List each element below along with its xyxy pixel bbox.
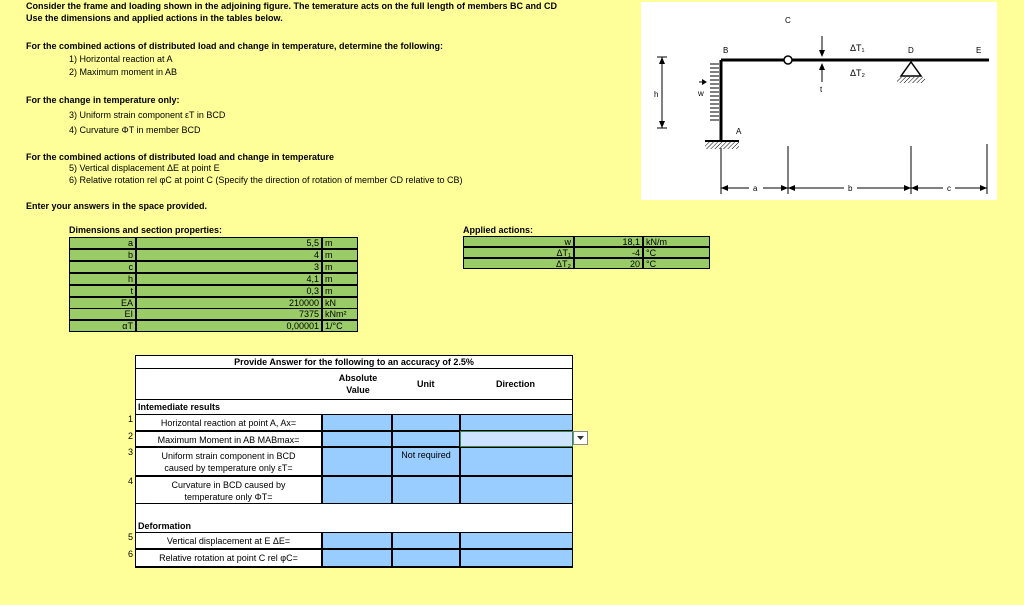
label-line: Uniform strain component in BCD (161, 451, 296, 461)
absolute-value-input[interactable] (322, 431, 392, 447)
absolute-value-input[interactable] (322, 476, 392, 504)
svg-text:C: C (785, 16, 791, 25)
dimension-value[interactable]: 210000 (136, 297, 322, 309)
action-unit: °C (643, 258, 710, 269)
dimension-value[interactable]: 0,00001 (136, 320, 322, 332)
action-value[interactable]: -4 (574, 247, 643, 258)
accuracy-note: Provide Answer for the following to an accuracy of 2.5% (234, 357, 474, 367)
temp-title: For the change in temperature only: (26, 95, 180, 105)
label-line: Vertical displacement at E ΔE= (166, 536, 291, 546)
dimension-label: h (69, 273, 136, 285)
dimension-unit: kNm² (322, 308, 358, 320)
svg-text:b: b (848, 184, 853, 193)
row-number: 6 (128, 549, 134, 559)
answer-row-label (135, 476, 322, 504)
row-number: 4 (128, 476, 134, 486)
dimension-label: EI (69, 308, 136, 320)
intro-line2: Use the dimensions and applied actions in the tables below. (26, 13, 283, 23)
question-1: 1) Horizontal reaction at A (69, 54, 173, 64)
svg-text:t: t (820, 85, 823, 94)
action-value[interactable]: 18,1 (574, 236, 643, 247)
dimension-unit: m (322, 249, 358, 261)
label-line: Maximum Moment in AB MABmax= (157, 435, 300, 445)
action-value[interactable]: 20 (574, 258, 643, 269)
answer-row-label (135, 431, 322, 447)
dimension-value[interactable]: 4,1 (136, 273, 322, 285)
absolute-value-input[interactable] (322, 414, 392, 431)
svg-text:c: c (947, 184, 951, 193)
dimension-value[interactable]: 4 (136, 249, 322, 261)
svg-text:A: A (736, 127, 742, 136)
dimension-unit: m (322, 285, 358, 297)
question-6: 6) Relative rotation rel φC at point C (Specify the direction of rotation of member CD relative to CB) (69, 175, 463, 185)
label-line: Relative rotation at point C rel φC= (159, 553, 298, 563)
label-line: caused by temperature only εT= (164, 463, 293, 473)
direction-input[interactable] (460, 532, 573, 549)
row-number: 3 (128, 447, 134, 457)
answer-row-label (135, 532, 322, 549)
svg-text:ΔT₁: ΔT₁ (850, 43, 865, 53)
unit-input[interactable]: Not required (392, 447, 460, 476)
dimension-unit: m (322, 261, 358, 273)
label-line: temperature only ΦT= (184, 492, 273, 502)
enter-answers: Enter your answers in the space provided. (26, 201, 208, 211)
col-value: Value (346, 385, 370, 395)
answer-table-header (135, 355, 573, 368)
dimension-label: a (69, 237, 136, 249)
direction-dropdown-selected[interactable] (460, 431, 573, 447)
dimension-value[interactable]: 3 (136, 261, 322, 273)
chevron-down-icon (577, 436, 584, 440)
absolute-value-input[interactable] (322, 447, 392, 476)
intro-line1: Consider the frame and loading shown in the adjoining figure. The temerature acts on the full length of members BC and CD (26, 1, 558, 11)
unit-input[interactable] (392, 476, 460, 504)
dimension-label: EA (69, 297, 136, 309)
unit-input[interactable] (392, 549, 460, 567)
combined2-title: For the combined actions of distributed load and change in temperature (26, 152, 335, 162)
dimension-unit: 1/°C (322, 320, 358, 332)
col-direction: Direction (496, 379, 536, 389)
question-3: 3) Uniform strain component εT in BCD (69, 110, 226, 120)
unit-input[interactable] (392, 414, 460, 431)
dimension-label: t (69, 285, 136, 297)
dimension-value[interactable]: 0,3 (136, 285, 322, 297)
action-unit: kN/m (643, 236, 710, 247)
row-number: 2 (128, 431, 134, 441)
dimension-label: αT (69, 320, 136, 332)
question-5: 5) Vertical displacement ΔE at point E (69, 163, 220, 173)
direction-input[interactable] (460, 447, 573, 476)
svg-text:a: a (753, 184, 758, 193)
svg-text:E: E (976, 46, 982, 55)
column-header-row (135, 368, 573, 400)
row-number: 5 (128, 532, 134, 542)
unit-input[interactable] (392, 532, 460, 549)
action-label: ΔT₂ (463, 258, 574, 269)
question-4: 4) Curvature ΦT in member BCD (69, 125, 201, 135)
svg-text:D: D (908, 46, 914, 55)
svg-text:w: w (698, 89, 704, 98)
question-2: 2) Maximum moment in AB (69, 67, 178, 77)
dropdown-arrow-button[interactable] (573, 431, 588, 445)
dimension-unit: m (322, 273, 358, 285)
unit-input[interactable] (392, 431, 460, 447)
label-line: Horizontal reaction at point A, Ax= (160, 418, 297, 428)
action-label: w (463, 236, 574, 247)
dimension-value[interactable]: 5,5 (136, 237, 322, 249)
direction-input[interactable] (460, 476, 573, 504)
col-unit: Unit (417, 379, 435, 389)
row-number: 1 (128, 414, 134, 424)
dimension-label: c (69, 261, 136, 273)
svg-text:ΔT₂: ΔT₂ (850, 68, 866, 78)
direction-input[interactable] (460, 549, 573, 567)
absolute-value-input[interactable] (322, 549, 392, 567)
svg-text:B: B (723, 46, 729, 55)
absolute-value-input[interactable] (322, 532, 392, 549)
dimension-value[interactable]: 7375 (136, 308, 322, 320)
action-unit: °C (643, 247, 710, 258)
combined-title: For the combined actions of distributed load and change in temperature, determine the following: (26, 41, 444, 51)
dimension-unit: kN (322, 297, 358, 309)
dimension-label: b (69, 249, 136, 261)
answer-row-label (135, 447, 322, 476)
col-absolute: Absolute (338, 373, 378, 383)
answer-row-label (135, 549, 322, 567)
dimensions-title: Dimensions and section properties: (69, 225, 223, 235)
answer-row-label (135, 414, 322, 431)
label-line: Curvature in BCD caused by (171, 480, 286, 490)
deformation-label: Deformation (138, 521, 192, 531)
dimension-unit: m (322, 237, 358, 249)
action-label: ΔT₁ (463, 247, 574, 258)
intermediate-label: Intemediate results (138, 402, 221, 412)
direction-input[interactable] (460, 414, 573, 431)
actions-title: Applied actions: (463, 225, 534, 235)
frame-diagram (641, 2, 997, 200)
frame-figure (641, 2, 997, 200)
svg-text:h: h (654, 90, 659, 99)
